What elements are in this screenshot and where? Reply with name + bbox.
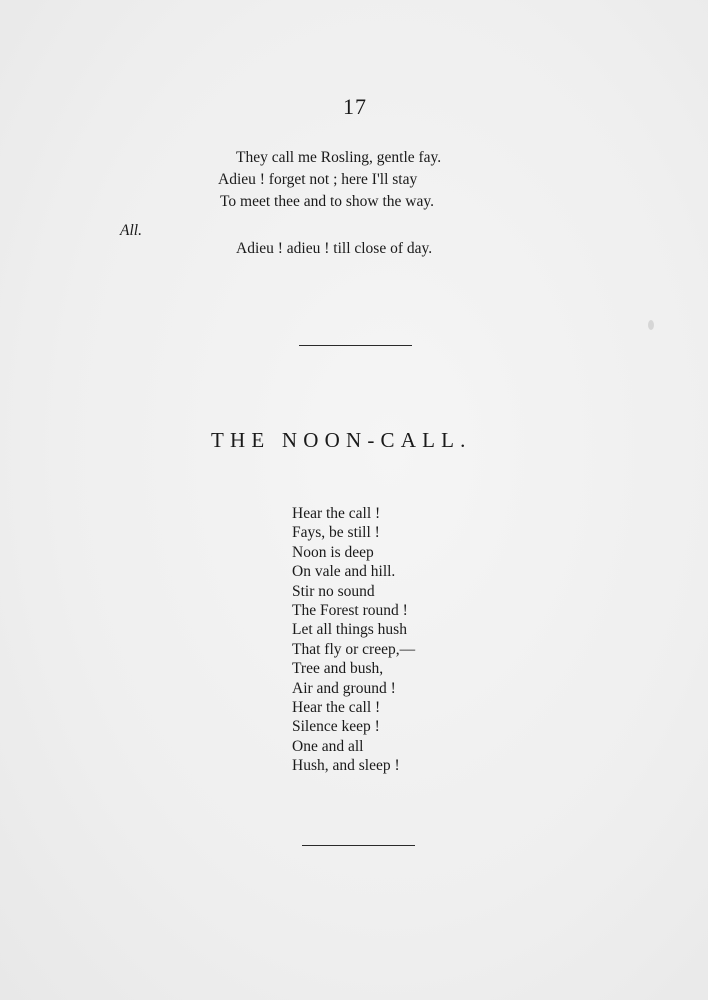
poem-line: Air and ground ! <box>292 679 396 697</box>
speaker-label: All. <box>120 222 142 239</box>
stanza-line: To meet thee and to show the way. <box>220 193 434 210</box>
poem-line: Hear the call ! <box>292 699 381 717</box>
noon-call-poem <box>292 504 492 776</box>
page-number: 17 <box>343 94 367 119</box>
poem-line: Tree and bush, <box>292 660 384 678</box>
poem-line: Hush, and sleep ! <box>292 757 400 775</box>
poem-line: On vale and hill. <box>292 563 396 581</box>
poem-line: That fly or creep,— <box>292 640 416 658</box>
poem-line: Hear the call ! <box>292 505 381 522</box>
poem-line: Noon is deep <box>292 543 374 561</box>
chorus-line: Adieu ! adieu ! till close of day. <box>236 240 433 257</box>
poem-line: Fays, be still ! <box>292 524 380 542</box>
top-stanza <box>205 147 485 213</box>
paper-speck <box>648 320 654 330</box>
stanza-line: They call me Rosling, gentle fay. <box>236 149 442 166</box>
stanza-line: Adieu ! forget not ; here I'll stay <box>218 171 418 188</box>
poem-line: Let all things hush <box>292 621 407 639</box>
end-divider <box>302 845 415 846</box>
poem-line: One and all <box>292 737 364 755</box>
poem-line: Stir no sound <box>292 582 375 600</box>
section-divider <box>299 345 412 346</box>
poem-line: Silence keep ! <box>292 718 380 736</box>
section-title: THE NOON-CALL. <box>211 428 472 452</box>
poem-line: The Forest round ! <box>292 602 408 620</box>
